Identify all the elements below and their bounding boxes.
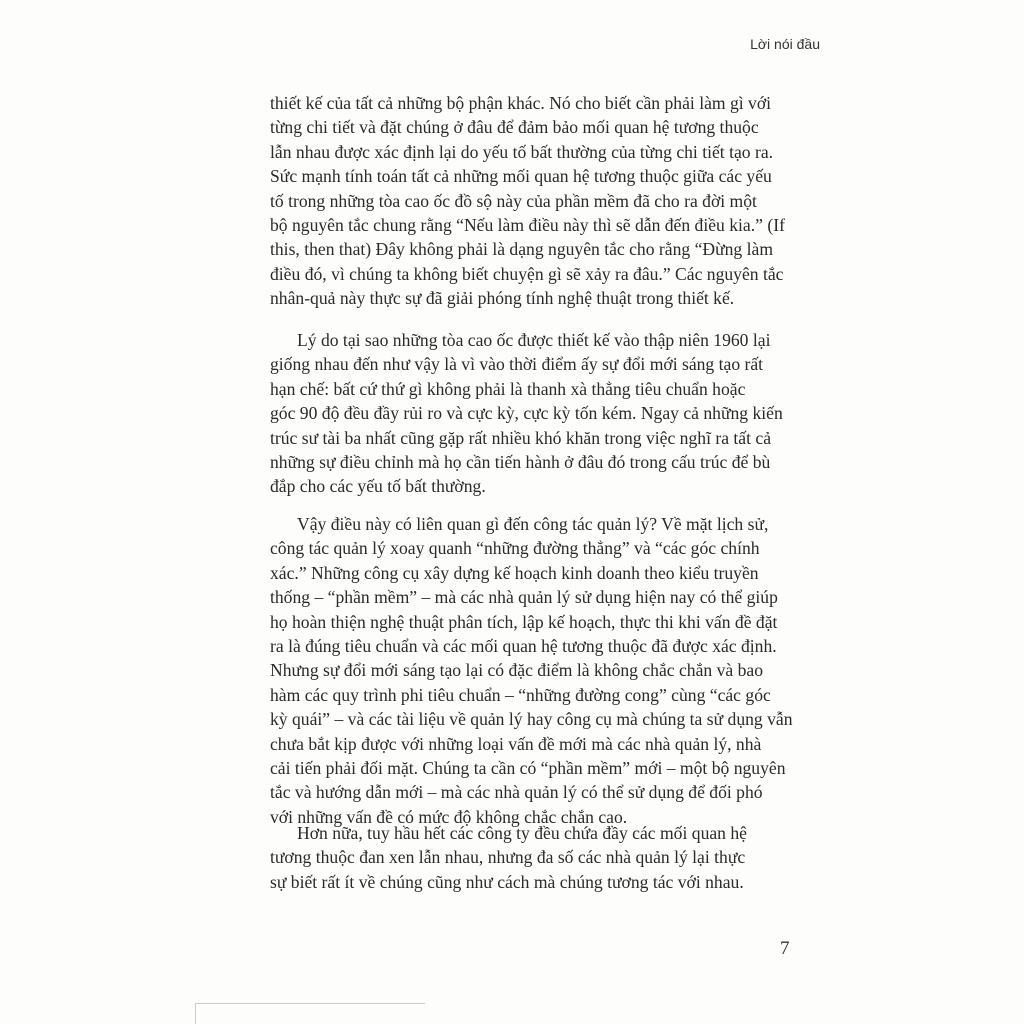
text-line: trúc sư tài ba nhất cũng gặp rất nhiều khó khăn trong việc nghĩ ra tất cả — [270, 427, 772, 448]
scan-edge — [195, 1003, 196, 1024]
text-line: hàm các quy trình phi tiêu chuẩn – “những đường cong” cùng “các góc — [270, 684, 771, 705]
text-line: điều đó, vì chúng ta không biết chuyện gì sẽ xảy ra đâu.” Các nguyên tắc — [270, 263, 784, 284]
paragraph-2 — [270, 328, 783, 499]
text-line: bộ nguyên tắc chung rằng “Nếu làm điều này thì sẽ dẫn đến điều kia.” (If — [270, 214, 785, 235]
running-header: Lời nói đầu — [750, 36, 820, 52]
scan-edge — [195, 1003, 425, 1004]
text-line: giống nhau đến như vậy là vì vào thời điểm ấy sự đổi mới sáng tạo rất — [270, 354, 764, 375]
text-line: họ hoàn thiện nghệ thuật phân tích, lập kế hoạch, thực thi khi vấn đề đặt — [270, 611, 778, 632]
text-line: nhân-quả này thực sự đã giải phóng tính nghệ thuật trong thiết kế. — [270, 288, 735, 309]
text-line: xác.” Những công cụ xây dựng kế hoạch kinh doanh theo kiểu truyền — [270, 562, 759, 583]
text-line: cải tiến phải đối mặt. Chúng ta cần có “phần mềm” mới – một bộ nguyên — [270, 757, 786, 778]
text-line: đắp cho các yếu tố bất thường. — [270, 476, 486, 497]
paragraph-4 — [270, 821, 747, 894]
text-line: ra là đúng tiêu chuẩn và các mối quan hệ tương thuộc đã được xác định. — [270, 635, 777, 656]
text-line: kỳ quái” – và các tài liệu về quản lý hay công cụ mà chúng ta sử dụng vẫn — [270, 709, 793, 730]
text-line: this, then that) Đây không phải là dạng nguyên tắc cho rằng “Đừng làm — [270, 239, 774, 260]
text-line: góc 90 độ đều đầy rủi ro và cực kỳ, cực kỳ tốn kém. Ngay cả những kiến — [270, 403, 783, 424]
text-line: Lý do tại sao những tòa cao ốc được thiết kế vào thập niên 1960 lại — [297, 330, 771, 350]
text-line: Nhưng sự đổi mới sáng tạo lại có đặc điểm là không chắc chắn và bao — [270, 660, 764, 681]
text-line: lẫn nhau được xác định lại do yếu tố bất thường của từng chi tiết tạo ra. — [270, 141, 774, 162]
paragraph-3 — [270, 512, 793, 829]
text-line: chưa bắt kịp được với những loại vấn đề mới mà các nhà quản lý, nhà — [270, 733, 762, 754]
text-line: thống – “phần mềm” – mà các nhà quản lý sử dụng hiện nay có thể giúp — [270, 587, 778, 608]
text-line: sự biết rất ít về chúng cũng như cách mà chúng tương tác với nhau. — [270, 871, 744, 892]
text-line: với những vấn đề có mức độ không chắc chắn cao. — [270, 806, 628, 827]
text-line: Vậy điều này có liên quan gì đến công tác quản lý? Về mặt lịch sử, — [297, 514, 769, 534]
text-line: Hơn nữa, tuy hầu hết các công ty đều chứa đầy các mối quan hệ — [297, 823, 747, 843]
text-line: tương thuộc đan xen lẫn nhau, nhưng đa số các nhà quản lý lại thực — [270, 847, 746, 868]
text-line: Sức mạnh tính toán tất cả những mối quan hệ tương thuộc giữa các yếu — [270, 166, 772, 187]
text-line: những sự điều chỉnh mà họ cần tiến hành ở đâu đó trong cấu trúc để bù — [270, 451, 771, 472]
text-line: thiết kế của tất cả những bộ phận khác. Nó cho biết cần phải làm gì với — [270, 93, 772, 113]
text-line: hạn chế: bất cứ thứ gì không phải là thanh xà thẳng tiêu chuẩn hoặc — [270, 378, 746, 399]
paragraph-1 — [270, 91, 785, 311]
text-line: tố trong những tòa cao ốc đồ sộ này của phần mềm đã cho ra đời một — [270, 190, 757, 211]
text-line: tắc và hướng dẫn mới – mà các nhà quản lý có thể sử dụng để đối phó — [270, 782, 763, 803]
page-number: 7 — [780, 938, 790, 959]
text-line: từng chi tiết và đặt chúng ở đâu để đảm bảo mối quan hệ tương thuộc — [270, 117, 759, 138]
text-line: công tác quản lý xoay quanh “những đường thẳng” và “các góc chính — [270, 538, 760, 559]
